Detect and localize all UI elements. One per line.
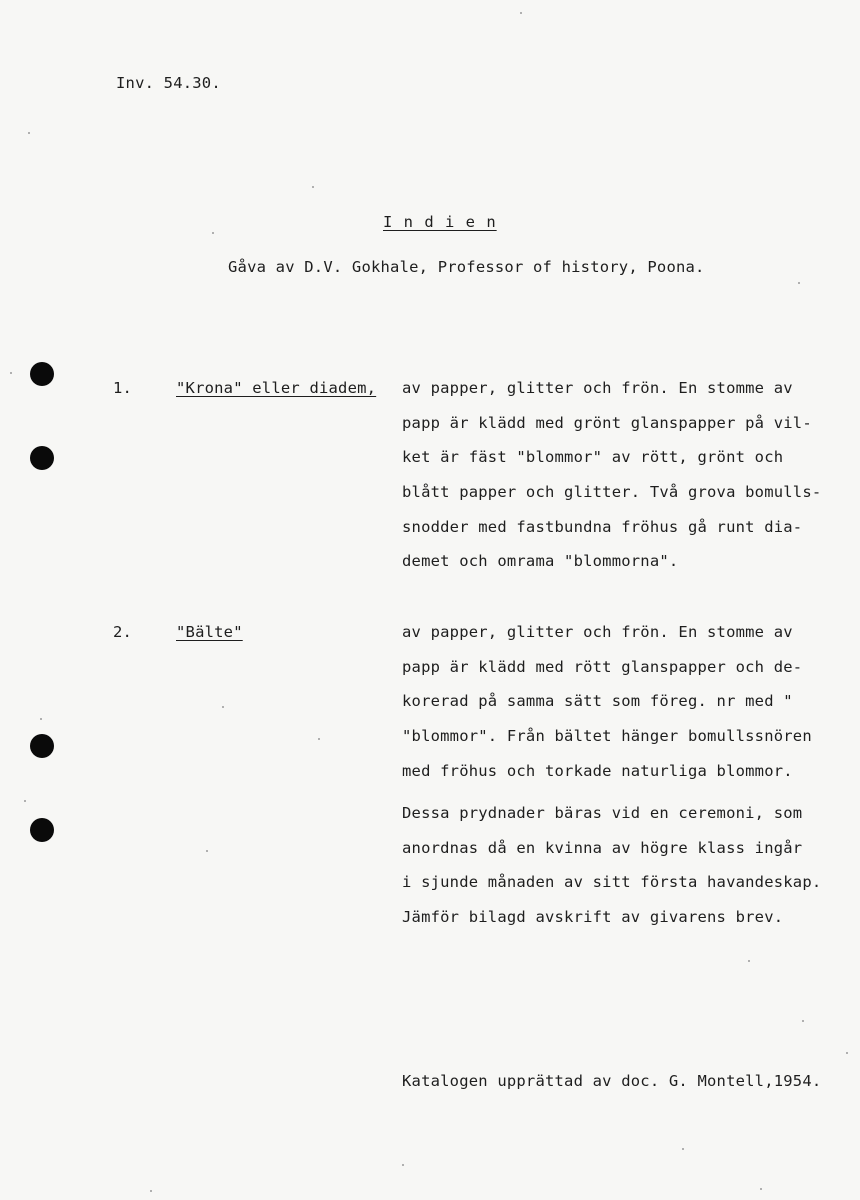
- description-line: papp är klädd med rött glanspapper och de-: [402, 657, 803, 676]
- speck: [760, 1188, 762, 1190]
- inventory-number: Inv. 54.30.: [116, 74, 221, 92]
- speck: [748, 960, 750, 962]
- description-line: "blommor". Från bältet hänger bomullssnören: [402, 727, 812, 746]
- item-description-1: [402, 371, 821, 579]
- speck: [798, 282, 800, 284]
- item-name-1: "Krona" eller diadem,: [176, 379, 377, 397]
- speck: [682, 1148, 684, 1150]
- punch-hole-3: [30, 734, 54, 758]
- speck: [150, 1190, 152, 1192]
- note-line: anordnas då en kvinna av högre klass ingår: [402, 838, 803, 857]
- document-subtitle: Gåva av D.V. Gokhale, Professor of history, Poona.: [228, 258, 705, 276]
- speck: [28, 132, 30, 134]
- speck: [40, 718, 42, 720]
- description-line: med fröhus och torkade naturliga blommor.: [402, 761, 793, 780]
- description-line: av papper, glitter och frön. En stomme av: [402, 379, 793, 397]
- ceremony-note: [402, 796, 821, 935]
- speck: [222, 706, 224, 708]
- punch-hole-2: [30, 446, 54, 470]
- description-line: av papper, glitter och frön. En stomme av: [402, 623, 793, 641]
- item-description-2: [402, 615, 812, 788]
- speck: [802, 1020, 804, 1022]
- description-line: ket är fäst "blommor" av rött, grönt och: [402, 448, 784, 467]
- speck: [10, 372, 12, 374]
- note-line: Dessa prydnader bäras vid en ceremoni, som: [402, 804, 803, 822]
- punch-hole-1: [30, 362, 54, 386]
- speck: [312, 186, 314, 188]
- document-title: I n d i e n: [383, 213, 497, 231]
- note-line: i sjunde månaden av sitt första havandeskap.: [402, 873, 822, 892]
- description-line: snodder med fastbundna fröhus gå runt dia-: [402, 517, 803, 536]
- item-number-2: 2.: [113, 623, 133, 641]
- item-number-1: 1.: [113, 379, 133, 397]
- item-name-2: "Bälte": [176, 623, 243, 641]
- description-line: korerad på samma sätt som föreg. nr med ": [402, 692, 793, 711]
- punch-hole-4: [30, 818, 54, 842]
- description-line: papp är klädd med grönt glanspapper på vil-: [402, 413, 812, 432]
- description-line: blått papper och glitter. Två grova bomulls-: [402, 483, 822, 502]
- description-line: demet och omrama "blommorna".: [402, 552, 679, 571]
- speck: [212, 232, 214, 234]
- speck: [520, 12, 522, 14]
- speck: [318, 738, 320, 740]
- speck: [24, 800, 26, 802]
- speck: [402, 1164, 404, 1166]
- catalog-footer: Katalogen upprättad av doc. G. Montell,1954.: [402, 1072, 822, 1090]
- note-line: Jämför bilagd avskrift av givarens brev.: [402, 908, 784, 927]
- speck: [846, 1052, 848, 1054]
- speck: [206, 850, 208, 852]
